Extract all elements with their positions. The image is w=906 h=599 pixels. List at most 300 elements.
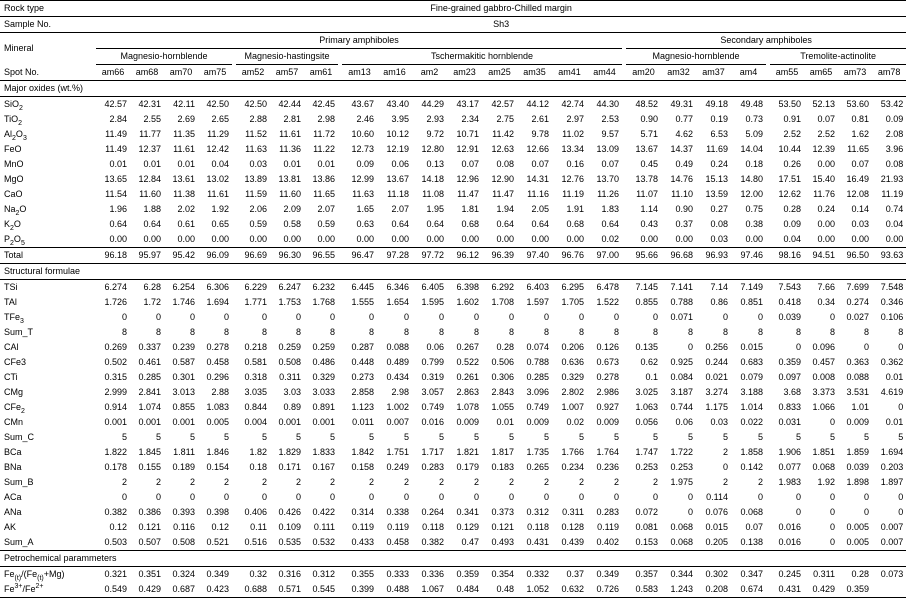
value-cell: 0.855 (635, 297, 658, 307)
value-cell: 0.571 (270, 582, 304, 598)
value-cell: 2.98 (317, 114, 335, 124)
value-cell: 13.86 (312, 174, 335, 184)
value-cell: 0.00 (745, 234, 763, 244)
value-cell: 8 (403, 327, 409, 337)
value-cell: 0 (578, 492, 584, 502)
value-cell: 1.694 (880, 447, 904, 457)
value-cell: 0.00 (885, 234, 904, 244)
value-cell: 8 (898, 327, 904, 337)
value-cell: 0 (473, 312, 479, 322)
value-cell: 0.48 (482, 582, 517, 598)
value-cell: 2.84 (109, 114, 127, 124)
value-cell: 0.084 (670, 372, 693, 382)
value-cell: 0.119 (387, 522, 409, 532)
value-cell: 0.109 (278, 522, 301, 532)
value-cell: 5 (329, 432, 335, 442)
value-cell: 0.636 (561, 357, 584, 367)
value-cell: 0.28 (851, 569, 869, 579)
value-cell: 0.01 (143, 159, 161, 169)
value-cell: 1.753 (278, 297, 301, 307)
value-cell: 0.90 (640, 114, 658, 124)
value-cell: 0.349 (206, 569, 229, 579)
value-cell: 5 (578, 432, 584, 442)
value-cell: 49.31 (670, 99, 693, 109)
value-cell: 48.52 (635, 99, 658, 109)
value-cell: 0.359 (778, 357, 801, 367)
value-cell: 0.332 (526, 569, 549, 579)
value-cell: 0.508 (172, 537, 195, 547)
value-cell: 11.60 (139, 189, 161, 199)
value-cell: 0.08 (710, 219, 728, 229)
value-cell: 0.00 (283, 234, 301, 244)
value-cell: 12.80 (421, 144, 444, 154)
value-cell: 11.26 (597, 189, 619, 199)
table-row (0, 445, 906, 460)
value-cell: 0 (543, 312, 549, 322)
value-cell: 1.851 (812, 447, 835, 457)
value-cell: 53.60 (846, 99, 869, 109)
value-cell: 1.002 (386, 402, 409, 412)
value-cell: 44.29 (421, 99, 444, 109)
table-row (0, 400, 906, 415)
value-cell: 5 (543, 432, 549, 442)
value-cell: 0.076 (705, 507, 728, 517)
value-cell: 0.312 (312, 569, 335, 579)
table-row (0, 460, 906, 475)
value-cell: 0.119 (597, 522, 619, 532)
value-cell: 7.548 (880, 282, 904, 292)
value-cell: 1.243 (661, 582, 696, 598)
table-row (0, 370, 906, 385)
row-label: TSi (4, 282, 18, 292)
row-label: BNa (4, 462, 22, 472)
row-label: ACa (4, 492, 22, 502)
value-cell: 0.261 (456, 372, 479, 382)
value-cell: 0.386 (138, 507, 161, 517)
value-cell: 0.458 (206, 357, 229, 367)
value-cell: 11.47 (457, 189, 479, 199)
value-cell: 0.37 (566, 569, 584, 579)
value-cell: 0.269 (104, 342, 127, 352)
value-cell: 0 (189, 492, 195, 502)
spot-number: am73 (838, 65, 872, 81)
value-cell: 0.01 (885, 417, 904, 427)
value-cell: 0.253 (670, 462, 693, 472)
value-cell: 0.03 (851, 219, 869, 229)
value-cell: 10.12 (386, 129, 409, 139)
value-cell: 12.37 (138, 144, 161, 154)
value-cell: 2.07 (317, 204, 335, 214)
value-cell: 2 (261, 477, 267, 487)
value-cell: 44.30 (596, 99, 619, 109)
value-cell: 0 (687, 342, 693, 352)
value-cell: 0.088 (846, 372, 869, 382)
value-cell: 96.09 (198, 248, 232, 264)
table-row (0, 490, 906, 505)
value-cell: 0.068 (812, 462, 835, 472)
table-row (0, 340, 906, 355)
value-cell: 0 (508, 312, 514, 322)
value-cell: 6.403 (526, 282, 549, 292)
value-cell: 0.06 (391, 159, 409, 169)
value-cell: 0.206 (561, 342, 584, 352)
value-cell: 0.01 (109, 159, 127, 169)
value-cell: 2 (473, 477, 479, 487)
value-cell: 9.72 (426, 129, 444, 139)
value-cell: 0 (898, 402, 904, 412)
value-cell: 0.726 (587, 582, 622, 598)
value-cell: 53.50 (778, 99, 801, 109)
value-cell: 11.16 (527, 189, 549, 199)
value-cell: 0.64 (143, 219, 161, 229)
value-cell: 0.009 (456, 417, 479, 427)
value-cell: 0 (438, 312, 444, 322)
value-cell: 3.274 (705, 387, 728, 397)
value-cell: 0.363 (846, 357, 869, 367)
value-cell: 1.846 (206, 447, 229, 457)
value-cell: 11.76 (813, 189, 835, 199)
value-cell: 2.53 (601, 114, 619, 124)
rock-type-row (0, 1, 906, 17)
row-label: CFe$_2$ (4, 402, 25, 415)
value-cell: 0 (898, 342, 904, 352)
value-cell: 13.89 (244, 174, 267, 184)
value-cell: 0.833 (778, 402, 801, 412)
value-cell: 12.91 (456, 144, 479, 154)
value-cell: 0 (829, 492, 835, 502)
value-cell: 0 (578, 312, 584, 322)
mineral-group-name: Magnesio-hastingsite (236, 49, 338, 65)
value-cell: 1.747 (635, 447, 658, 457)
value-cell: 6.398 (456, 282, 479, 292)
value-cell: 0 (795, 507, 801, 517)
value-cell: 0.431 (526, 537, 549, 547)
value-cell: 1.95 (426, 204, 444, 214)
value-cell: 0.02 (601, 234, 619, 244)
value-cell: 0.00 (211, 234, 229, 244)
value-cell: 1.595 (421, 297, 444, 307)
value-cell: 0.142 (740, 462, 763, 472)
value-cell: 1.123 (351, 402, 374, 412)
value-cell: 0.129 (456, 522, 479, 532)
value-cell: 0.287 (351, 342, 374, 352)
value-cell: 0.347 (740, 569, 763, 579)
spot-number: am70 (164, 65, 198, 81)
value-cell: 0.283 (421, 462, 444, 472)
value-cell: 42.50 (206, 99, 229, 109)
value-cell: 0.925 (670, 357, 693, 367)
value-cell: 11.47 (492, 189, 514, 199)
value-cell: 2.75 (496, 114, 514, 124)
value-cell: 0.506 (491, 357, 514, 367)
value-cell: 8 (223, 327, 229, 337)
row-label: AK (4, 522, 17, 532)
value-cell: 0.267 (456, 342, 479, 352)
value-cell: 11.54 (105, 189, 127, 199)
value-cell: 0.071 (670, 312, 693, 322)
value-cell: 0.07 (601, 159, 619, 169)
value-cell: 0.068 (670, 537, 693, 547)
value-cell: 5 (795, 432, 801, 442)
value-cell: 0.349 (596, 569, 619, 579)
value-cell: 12.08 (846, 189, 869, 199)
value-cell: 1.859 (846, 447, 869, 457)
value-cell: 8 (261, 327, 267, 337)
value-cell: 0.306 (491, 372, 514, 382)
value-cell: 12.66 (526, 144, 549, 154)
value-cell: 8 (829, 327, 835, 337)
value-cell: 1.708 (491, 297, 514, 307)
value-cell: 2.843 (491, 387, 514, 397)
value-cell: 0.429 (804, 582, 838, 598)
row-label: Sum_C (4, 432, 35, 442)
value-cell: 93.63 (872, 248, 906, 264)
value-cell: 0.09 (885, 114, 904, 124)
value-cell: 8 (121, 327, 127, 337)
sample-row (0, 17, 906, 33)
value-cell: 13.65 (104, 174, 127, 184)
value-cell: 0.244 (705, 357, 728, 367)
value-cell: 0.016 (778, 537, 801, 547)
value-cell: 13.02 (206, 174, 229, 184)
value-cell: 0.329 (561, 372, 584, 382)
value-cell: 6.232 (312, 282, 335, 292)
value-cell: 42.11 (173, 99, 195, 109)
value-cell: 0.09 (783, 219, 801, 229)
value-cell: 0.116 (173, 522, 195, 532)
value-cell: 0.005 (206, 417, 229, 427)
row-label: $Na_2O$ (4, 204, 27, 217)
table-row (0, 430, 906, 445)
value-cell: 13.59 (705, 189, 728, 199)
value-cell: 0.521 (206, 537, 229, 547)
value-cell: 97.28 (377, 248, 412, 264)
value-cell: 0.259 (312, 342, 335, 352)
value-cell: 1.766 (561, 447, 584, 457)
value-cell: 13.70 (596, 174, 619, 184)
value-cell: 0 (438, 492, 444, 502)
value-cell: 0.851 (740, 297, 763, 307)
value-cell: 0 (898, 492, 904, 502)
secondary-amphiboles-header: Secondary amphiboles (626, 33, 906, 49)
value-cell: 0.373 (491, 507, 514, 517)
value-cell: 13.09 (596, 144, 619, 154)
value-cell: 0.009 (526, 417, 549, 427)
table-row (0, 127, 906, 142)
value-cell: 0 (863, 507, 869, 517)
value-cell: 3.188 (740, 387, 763, 397)
value-cell: 11.59 (245, 189, 267, 199)
primary-amphiboles-header: Primary amphiboles (96, 33, 622, 49)
table-row (0, 475, 906, 490)
value-cell: 11.69 (706, 144, 728, 154)
value-cell: 0.264 (421, 507, 444, 517)
value-cell: 0.245 (778, 569, 801, 579)
value-cell: 0.68 (461, 219, 479, 229)
value-cell: 0.64 (531, 219, 549, 229)
value-cell: 42.57 (104, 99, 127, 109)
value-cell: 0.855 (172, 402, 195, 412)
value-cell: 0.545 (304, 582, 338, 598)
value-cell: 15.13 (705, 174, 728, 184)
value-cell: 1.768 (312, 297, 335, 307)
value-cell: 11.63 (245, 144, 267, 154)
spot-number: am78 (872, 65, 906, 81)
value-cell: 1.898 (846, 477, 869, 487)
value-cell: 0.119 (352, 522, 374, 532)
value-cell: 0.12 (211, 522, 229, 532)
value-cell: 1.735 (526, 447, 549, 457)
value-cell: 0.581 (244, 357, 267, 367)
row-label: CAl (4, 342, 19, 352)
value-cell: 2 (189, 477, 195, 487)
value-cell: 8 (473, 327, 479, 337)
value-cell: 0 (722, 462, 728, 472)
value-cell: 6.229 (244, 282, 267, 292)
value-cell: 0.382 (421, 537, 444, 547)
value-cell: 0.00 (566, 234, 584, 244)
value-cell: 0.316 (278, 569, 301, 579)
value-cell: 0.64 (109, 219, 127, 229)
value-cell: 1.817 (491, 447, 514, 457)
value-cell: 1.055 (491, 402, 514, 412)
value-cell: 6.53 (710, 129, 728, 139)
value-cell: 0 (295, 492, 301, 502)
row-label: CFe3 (4, 357, 27, 367)
table-row (0, 355, 906, 370)
value-cell: 8 (368, 327, 374, 337)
row-label: MnO (4, 159, 24, 169)
value-cell: 0.337 (138, 342, 161, 352)
value-cell: 0.587 (172, 357, 195, 367)
value-cell: 13.81 (278, 174, 301, 184)
table-row (0, 535, 906, 551)
value-cell: 5 (189, 432, 195, 442)
value-cell: 96.50 (838, 248, 872, 264)
value-cell: 0.406 (244, 507, 267, 517)
value-cell: 0.522 (456, 357, 479, 367)
table-row (0, 505, 906, 520)
value-cell: 2 (438, 477, 444, 487)
value-cell: 0.799 (421, 357, 444, 367)
row-label: SiO$_2$ (4, 99, 23, 112)
value-cell: 11.38 (173, 189, 195, 199)
value-cell: 11.19 (562, 189, 584, 199)
value-cell: 0 (121, 312, 127, 322)
value-cell: 42.74 (561, 99, 584, 109)
table-row (0, 248, 906, 264)
spot-number: am2 (412, 65, 447, 81)
value-cell: 14.76 (670, 174, 693, 184)
row-label: Total (0, 248, 96, 264)
value-cell: 0 (368, 492, 374, 502)
value-cell: 8 (543, 327, 549, 337)
value-cell: 5 (687, 432, 693, 442)
value-cell: 95.66 (626, 248, 661, 264)
value-cell: 0.315 (104, 372, 127, 382)
value-cell: 0.351 (138, 569, 161, 579)
value-cell: 0 (829, 312, 835, 322)
value-cell: 2 (722, 477, 728, 487)
value-cell: 0.311 (562, 507, 584, 517)
value-cell: 95.42 (164, 248, 198, 264)
value-cell: 1.83 (601, 204, 619, 214)
value-cell: 10.60 (351, 129, 374, 139)
value-cell: 0.89 (283, 402, 301, 412)
sample-value: Sh3 (96, 17, 906, 33)
value-cell: 1.751 (386, 447, 409, 457)
value-cell: 0.265 (526, 462, 549, 472)
value-cell: 6.295 (561, 282, 584, 292)
value-cell: 96.69 (236, 248, 270, 264)
value-cell: 0.027 (846, 312, 869, 322)
value-cell: 0 (652, 312, 658, 322)
value-cell: 0.399 (342, 582, 377, 598)
value-cell: 0 (403, 312, 409, 322)
value-cell: 1.694 (206, 297, 229, 307)
value-cell: 0.434 (386, 372, 409, 382)
value-cell: 0.359 (838, 582, 872, 598)
value-cell: 0.59 (317, 219, 335, 229)
value-cell: 0.18 (249, 462, 267, 472)
value-cell: 1.833 (312, 447, 335, 457)
value-cell: 0.121 (138, 522, 161, 532)
value-cell: 0.324 (172, 569, 195, 579)
value-cell: 43.17 (456, 99, 479, 109)
value-cell: 0.448 (351, 357, 374, 367)
value-cell: 0.927 (596, 402, 619, 412)
value-cell: 1.066 (812, 402, 835, 412)
value-cell: 0.398 (206, 507, 229, 517)
value-cell: 11.29 (207, 129, 229, 139)
value-cell: 0.788 (526, 357, 549, 367)
value-cell: 0.01 (317, 159, 335, 169)
value-cell: 0.068 (670, 522, 693, 532)
value-cell: 0.118 (422, 522, 444, 532)
value-cell: 13.61 (172, 174, 195, 184)
value-cell: 0.205 (705, 537, 728, 547)
value-cell: 8 (757, 327, 763, 337)
value-cell: 0 (687, 507, 693, 517)
value-cell: 5 (261, 432, 267, 442)
value-cell: 0.788 (670, 297, 693, 307)
value-cell: 0.344 (670, 569, 693, 579)
value-cell: 2.93 (426, 114, 444, 124)
value-cell: 0.49 (675, 159, 693, 169)
value-cell: 1.842 (351, 447, 374, 457)
value-cell: 96.18 (96, 248, 130, 264)
value-cell: 0.274 (846, 297, 869, 307)
value-cell: 0.016 (421, 417, 444, 427)
value-cell: 2.986 (596, 387, 619, 397)
value-cell: 5 (722, 432, 728, 442)
value-cell: 1.81 (461, 204, 479, 214)
value-cell: 0.346 (880, 297, 904, 307)
spot-number: am37 (696, 65, 731, 81)
value-cell: 0.285 (138, 372, 161, 382)
value-cell: 0.749 (421, 402, 444, 412)
value-cell: 53.42 (880, 99, 904, 109)
value-cell: 0.249 (386, 462, 409, 472)
value-cell: 0.311 (813, 569, 835, 579)
value-cell: 0.007 (880, 522, 904, 532)
value-cell: 0.11 (250, 522, 267, 532)
value-cell: 1.555 (351, 297, 374, 307)
value-cell: 0.039 (846, 462, 869, 472)
value-cell: 0.04 (885, 219, 904, 229)
mineral-group-row (0, 49, 906, 65)
value-cell: 97.72 (412, 248, 447, 264)
